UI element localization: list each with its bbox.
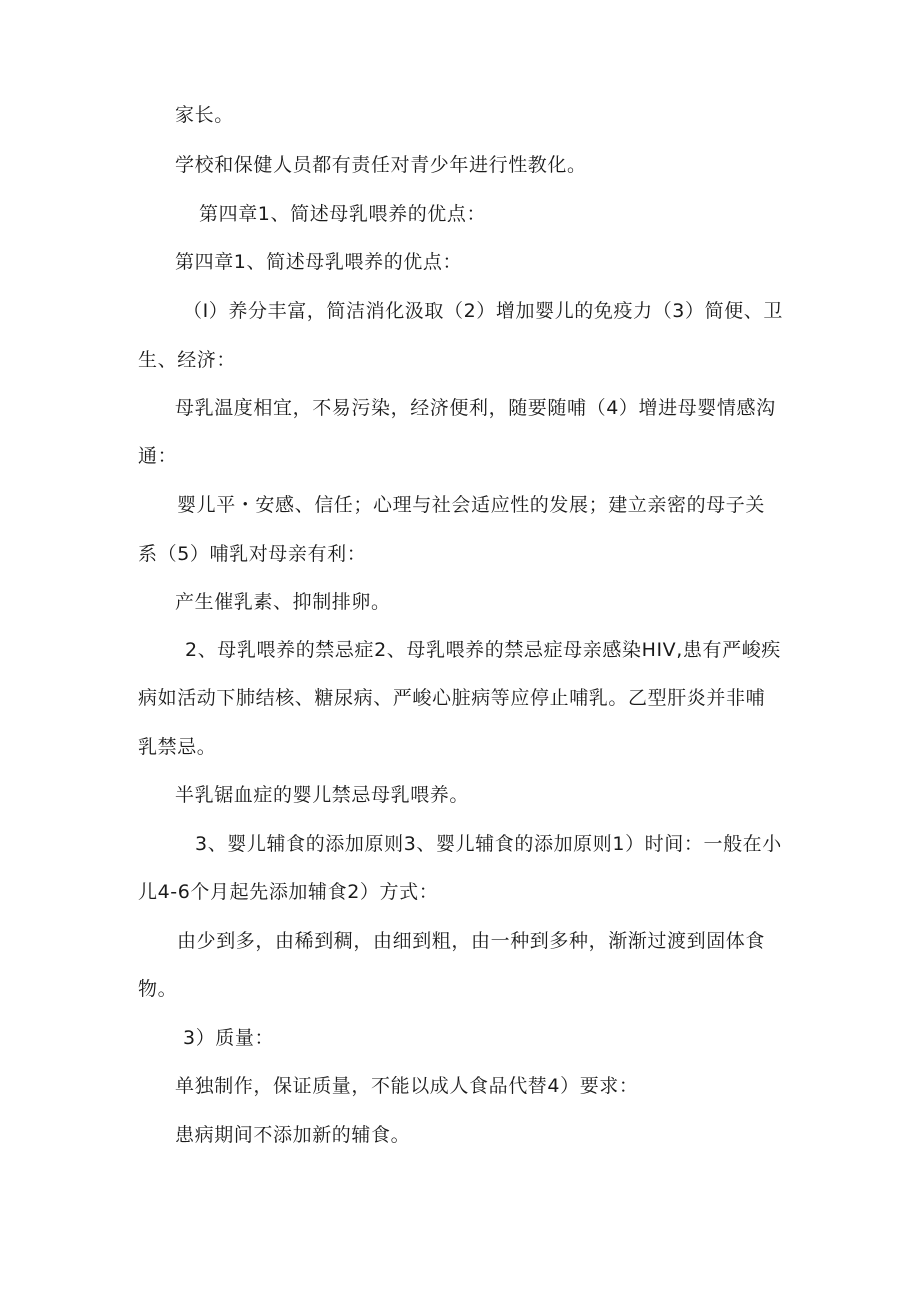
text-line-9: 婴儿平・安感、信任；心理与社会适应性的发展；建立亲密的母子关 [177,494,766,516]
text-line-12: 2、母乳喂养的禁忌症2、母乳喂养的禁忌症母亲感染HIV,患有严峻疾 [185,639,781,661]
text-line-10: 系（5）哺乳对母亲有利： [138,543,367,565]
text-line-1: 家长。 [175,104,234,126]
text-line-11: 产生催乳素、抑制排卵。 [175,591,391,613]
text-line-14: 乳禁忌。 [138,736,217,758]
text-line-15: 半乳锯血症的婴儿禁忌母乳喂养。 [175,784,470,806]
text-line-7: 母乳温度相宜，不易污染，经济便利，随要随哺（4）增进母婴情感沟 [175,397,776,419]
text-line-18: 由少到多，由稀到稠，由细到粗，由一种到多种，渐渐过渡到固体食 [177,930,766,952]
text-line-8: 通： [138,445,178,467]
text-line-22: 患病期间不添加新的辅食。 [175,1124,411,1146]
text-line-16: 3、婴儿辅食的添加原则3、婴儿辅食的添加原则1）时间：一般在小 [195,833,782,855]
text-line-6: 生、经济： [138,349,237,371]
text-line-2: 学校和保健人员都有责任对青少年进行性教化。 [175,154,587,176]
text-line-5: （I）养分丰富，简洁消化汲取（2）增加婴儿的免疫力（3）简便、卫 [183,300,783,322]
text-line-20: 3）质量： [183,1027,275,1049]
text-line-17: 儿4-6个月起先添加辅食2）方式： [138,881,439,903]
section-heading: 第四章1、简述母乳喂养的优点： [199,203,487,225]
text-line-19: 物。 [138,978,178,1000]
text-line-21: 单独制作，保证质量，不能以成人食品代替4）要求： [175,1075,639,1097]
text-line-13: 病如活动下肺结核、糖尿病、严峻心脏病等应停止哺乳。乙型肝炎并非哺 [138,687,766,709]
section-heading-repeat: 第四章1、简述母乳喂养的优点： [175,251,463,273]
